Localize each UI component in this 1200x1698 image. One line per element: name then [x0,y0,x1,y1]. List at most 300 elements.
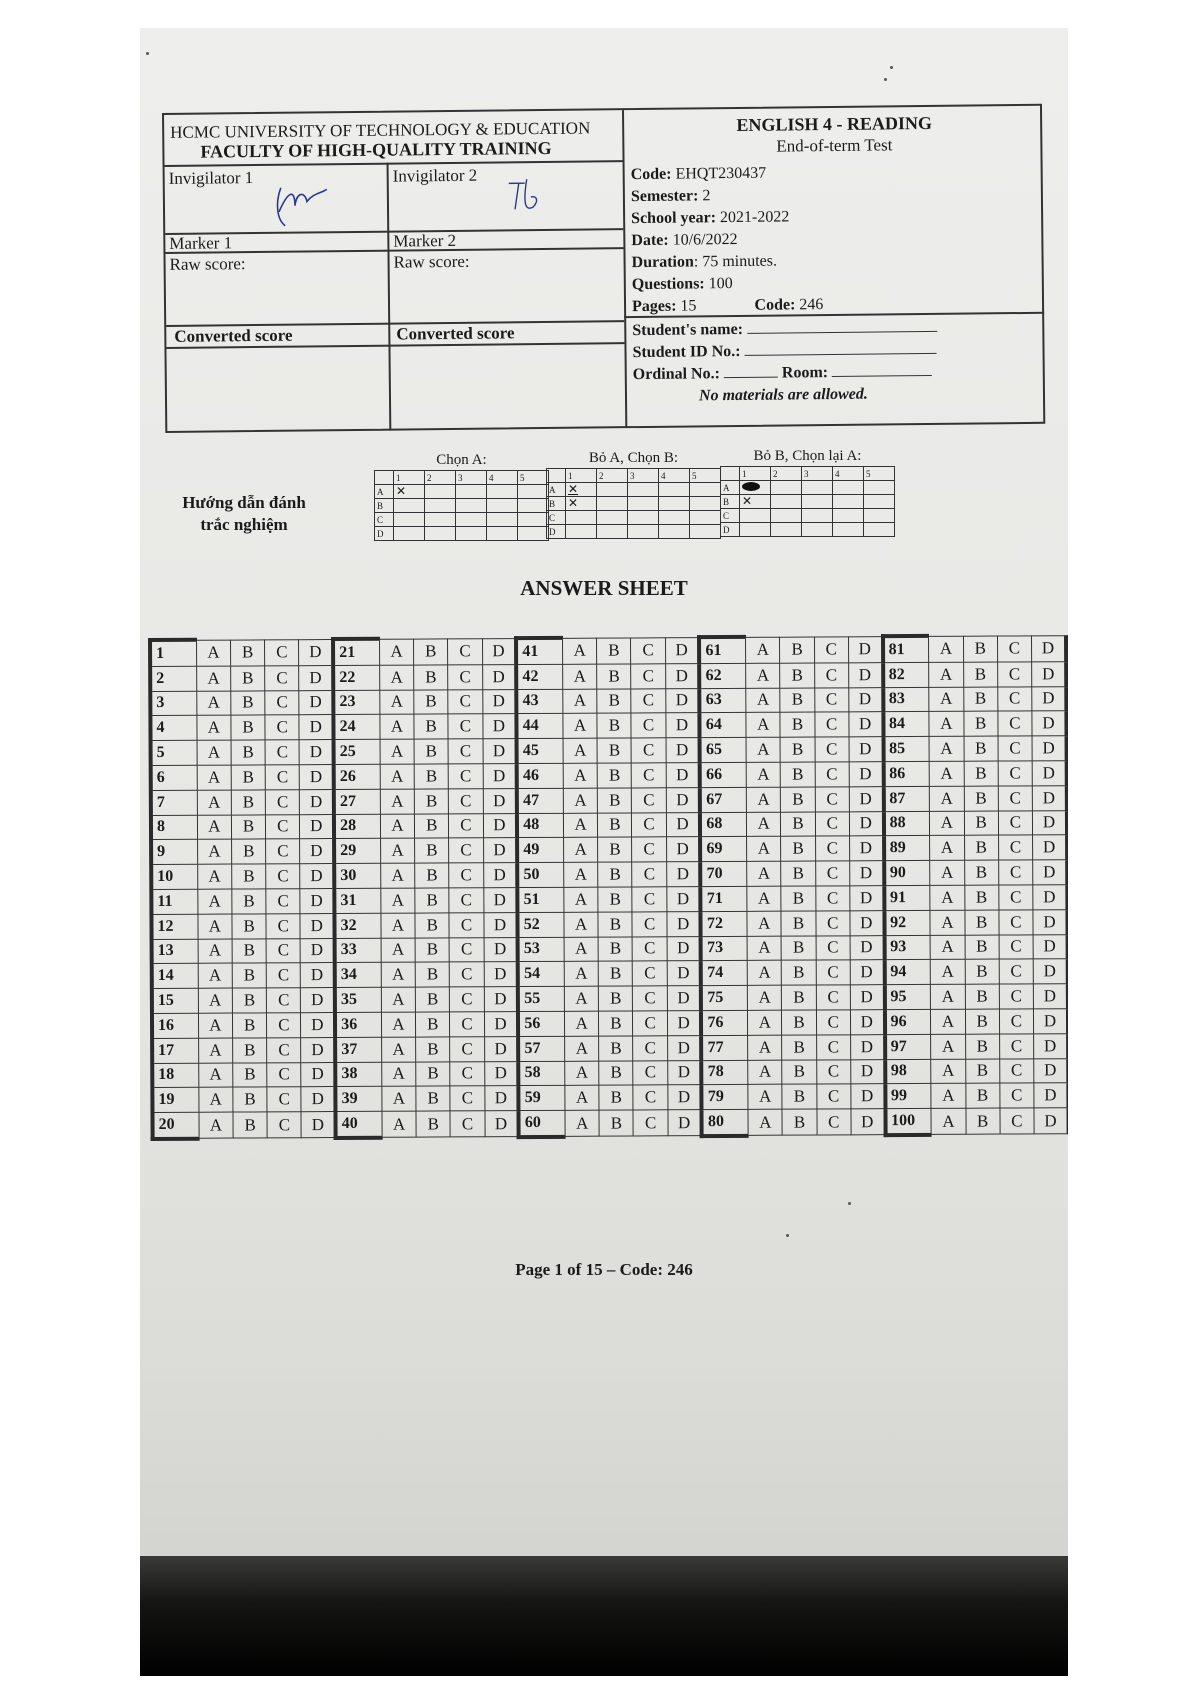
answer-option-d[interactable]: D [850,910,884,935]
answer-option-a[interactable]: A [198,1063,232,1088]
answer-option-b[interactable]: B [232,1013,266,1038]
answer-option-d[interactable]: D [666,763,700,788]
answer-option-a[interactable]: A [198,889,232,914]
answer-option-d[interactable]: D [849,836,883,861]
answer-option-d[interactable]: D [300,888,334,913]
answer-option-a[interactable]: A [930,885,964,910]
answer-option-b[interactable]: B [230,639,264,665]
answer-option-c[interactable]: C [815,712,849,737]
answer-option-c[interactable]: C [999,1034,1033,1059]
answer-option-a[interactable]: A [563,664,597,689]
answer-option-c[interactable]: C [814,636,848,662]
answer-option-b[interactable]: B [781,936,815,961]
answer-option-c[interactable]: C [998,810,1032,835]
answer-option-b[interactable]: B [964,885,998,910]
answer-option-d[interactable]: D [1031,635,1066,661]
answer-option-a[interactable]: A [748,1010,782,1035]
answer-option-b[interactable]: B [231,690,265,715]
answer-option-b[interactable]: B [416,1012,450,1037]
answer-option-c[interactable]: C [266,913,300,938]
answer-option-a[interactable]: A [380,690,414,715]
answer-option-c[interactable]: C [450,1061,484,1086]
answer-option-a[interactable]: A [198,914,232,939]
answer-option-d[interactable]: D [483,739,517,764]
answer-option-a[interactable]: A [197,715,231,740]
answer-option-c[interactable]: C [998,860,1032,885]
answer-option-c[interactable]: C [817,1109,851,1135]
answer-option-c[interactable]: C [999,984,1033,1009]
answer-option-b[interactable]: B [415,863,449,888]
answer-option-a[interactable]: A [931,1084,965,1109]
answer-option-c[interactable]: C [448,665,482,690]
answer-option-c[interactable]: C [267,1037,301,1062]
answer-option-b[interactable]: B [414,638,448,664]
answer-option-d[interactable]: D [665,637,699,663]
answer-option-b[interactable]: B [415,814,449,839]
answer-option-d[interactable]: D [1033,934,1068,959]
answer-option-a[interactable]: A [380,714,414,739]
answer-option-b[interactable]: B [965,935,999,960]
answer-option-d[interactable]: D [667,1060,701,1085]
answer-option-b[interactable]: B [964,835,998,860]
answer-option-d[interactable]: D [850,861,884,886]
answer-option-c[interactable]: C [999,934,1033,959]
answer-option-d[interactable]: D [299,690,333,715]
answer-option-a[interactable]: A [381,962,415,987]
answer-option-a[interactable]: A [748,1035,782,1060]
answer-option-d[interactable]: D [483,838,517,863]
answer-option-c[interactable]: C [633,1036,667,1061]
answer-option-c[interactable]: C [815,762,849,787]
answer-option-b[interactable]: B [964,910,998,935]
answer-option-d[interactable]: D [482,664,516,689]
answer-option-c[interactable]: C [265,789,299,814]
answer-option-b[interactable]: B [597,689,631,714]
answer-option-d[interactable]: D [1034,1108,1068,1134]
answer-option-c[interactable]: C [265,765,299,790]
answer-option-b[interactable]: B [414,789,448,814]
answer-option-c[interactable]: C [999,959,1033,984]
answer-option-b[interactable]: B [782,985,816,1010]
answer-option-d[interactable]: D [849,762,883,787]
answer-option-b[interactable]: B [782,1060,816,1085]
answer-option-a[interactable]: A [565,1036,599,1061]
answer-option-c[interactable]: C [816,935,850,960]
answer-option-a[interactable]: A [381,913,415,938]
answer-option-d[interactable]: D [300,765,334,790]
answer-option-a[interactable]: A [197,839,231,864]
answer-option-c[interactable]: C [1000,1108,1034,1134]
answer-option-a[interactable]: A [564,887,598,912]
answer-option-b[interactable]: B [599,986,633,1011]
answer-option-a[interactable]: A [930,836,964,861]
answer-option-c[interactable]: C [266,839,300,864]
answer-option-d[interactable]: D [850,960,884,985]
answer-option-d[interactable]: D [667,986,701,1011]
answer-option-b[interactable]: B [599,1110,633,1136]
answer-option-c[interactable]: C [450,1111,484,1137]
answer-option-c[interactable]: C [265,715,299,740]
answer-option-a[interactable]: A [563,813,597,838]
answer-option-a[interactable]: A [564,862,598,887]
answer-option-b[interactable]: B [597,738,631,763]
answer-option-c[interactable]: C [266,889,300,914]
answer-option-c[interactable]: C [449,937,483,962]
answer-option-c[interactable]: C [816,985,850,1010]
answer-option-b[interactable]: B [598,961,632,986]
answer-option-c[interactable]: C [449,764,483,789]
answer-option-b[interactable]: B [782,1010,816,1035]
answer-option-c[interactable]: C [998,736,1032,761]
answer-option-b[interactable]: B [416,1111,450,1137]
answer-option-c[interactable]: C [815,787,849,812]
answer-option-c[interactable]: C [997,662,1031,687]
answer-option-d[interactable]: D [667,911,701,936]
answer-option-a[interactable]: A [197,765,231,790]
answer-option-d[interactable]: D [848,662,882,687]
answer-option-c[interactable]: C [633,1011,667,1036]
answer-option-b[interactable]: B [599,1036,633,1061]
answer-option-a[interactable]: A [746,787,780,812]
answer-option-c[interactable]: C [450,1012,484,1037]
answer-option-d[interactable]: D [484,937,518,962]
answer-option-a[interactable]: A [931,1034,965,1059]
answer-option-c[interactable]: C [816,1010,850,1035]
answer-option-d[interactable]: D [850,1010,884,1035]
answer-option-d[interactable]: D [850,935,884,960]
answer-option-c[interactable]: C [998,761,1032,786]
answer-option-c[interactable]: C [449,913,483,938]
answer-option-c[interactable]: C [448,689,482,714]
answer-option-d[interactable]: D [666,787,700,812]
answer-option-d[interactable]: D [849,811,883,836]
answer-option-c[interactable]: C [633,1060,667,1085]
answer-option-a[interactable]: A [747,861,781,886]
answer-option-d[interactable]: D [1032,761,1067,786]
answer-option-c[interactable]: C [631,713,665,738]
answer-option-d[interactable]: D [299,639,333,665]
answer-option-c[interactable]: C [267,1062,301,1087]
answer-option-d[interactable]: D [299,665,333,690]
answer-option-a[interactable]: A [197,864,231,889]
answer-option-a[interactable]: A [382,1111,416,1137]
answer-option-d[interactable]: D [1033,885,1068,910]
answer-option-b[interactable]: B [414,690,448,715]
answer-option-b[interactable]: B [233,1062,267,1087]
answer-option-c[interactable]: C [814,687,848,712]
answer-option-d[interactable]: D [300,814,334,839]
answer-option-a[interactable]: A [564,962,598,987]
answer-option-b[interactable]: B [415,937,449,962]
answer-option-d[interactable]: D [1034,1083,1068,1108]
answer-option-c[interactable]: C [632,887,666,912]
answer-option-b[interactable]: B [781,836,815,861]
answer-option-d[interactable]: D [849,712,883,737]
answer-option-a[interactable]: A [747,936,781,961]
answer-option-c[interactable]: C [999,885,1033,910]
answer-option-d[interactable]: D [851,1109,885,1135]
answer-option-c[interactable]: C [632,812,666,837]
answer-option-d[interactable]: D [667,936,701,961]
answer-option-d[interactable]: D [301,1062,335,1087]
answer-option-a[interactable]: A [198,1013,232,1038]
answer-option-b[interactable]: B [780,663,814,688]
answer-option-b[interactable]: B [964,736,998,761]
answer-option-d[interactable]: D [483,813,517,838]
answer-option-c[interactable]: C [448,714,482,739]
answer-option-b[interactable]: B [232,963,266,988]
answer-option-a[interactable]: A [931,1108,965,1134]
answer-option-c[interactable]: C [997,635,1031,661]
answer-option-a[interactable]: A [198,963,232,988]
answer-option-b[interactable]: B [780,712,814,737]
answer-option-a[interactable]: A [565,1011,599,1036]
answer-option-a[interactable]: A [380,789,414,814]
answer-option-b[interactable]: B [598,937,632,962]
answer-option-b[interactable]: B [780,637,814,663]
answer-option-d[interactable]: D [300,864,334,889]
answer-option-b[interactable]: B [597,664,631,689]
answer-option-a[interactable]: A [563,738,597,763]
answer-option-c[interactable]: C [632,912,666,937]
answer-option-b[interactable]: B [599,1011,633,1036]
answer-option-d[interactable]: D [668,1085,702,1110]
answer-option-b[interactable]: B [963,711,997,736]
answer-option-b[interactable]: B [415,962,449,987]
answer-option-a[interactable]: A [565,1061,599,1086]
answer-option-d[interactable]: D [300,913,334,938]
answer-option-b[interactable]: B [415,888,449,913]
answer-option-d[interactable]: D [1033,984,1068,1009]
answer-option-b[interactable]: B [231,814,265,839]
answer-option-c[interactable]: C [633,936,667,961]
answer-option-c[interactable]: C [999,1058,1033,1083]
answer-option-a[interactable]: A [381,863,415,888]
answer-option-a[interactable]: A [929,761,963,786]
answer-option-d[interactable]: D [1033,959,1068,984]
answer-option-c[interactable]: C [998,835,1032,860]
answer-option-b[interactable]: B [781,787,815,812]
answer-option-a[interactable]: A [930,935,964,960]
answer-option-b[interactable]: B [414,665,448,690]
answer-option-a[interactable]: A [929,736,963,761]
answer-option-b[interactable]: B [231,666,265,691]
answer-option-d[interactable]: D [482,714,516,739]
answer-option-a[interactable]: A [930,860,964,885]
answer-option-c[interactable]: C [815,861,849,886]
answer-option-c[interactable]: C [816,1035,850,1060]
answer-option-d[interactable]: D [1033,860,1068,885]
answer-option-b[interactable]: B [963,662,997,687]
answer-option-c[interactable]: C [265,690,299,715]
answer-option-c[interactable]: C [265,666,299,691]
answer-option-c[interactable]: C [449,813,483,838]
answer-option-a[interactable]: A [382,1062,416,1087]
answer-option-a[interactable]: A [931,984,965,1009]
answer-option-a[interactable]: A [380,814,414,839]
answer-option-d[interactable]: D [483,863,517,888]
answer-option-a[interactable]: A [196,666,230,691]
answer-option-a[interactable]: A [929,712,963,737]
answer-option-b[interactable]: B [598,912,632,937]
answer-option-a[interactable]: A [379,639,413,665]
answer-option-d[interactable]: D [1032,736,1067,761]
answer-option-b[interactable]: B [966,1108,1000,1134]
answer-option-b[interactable]: B [782,1035,816,1060]
answer-option-d[interactable]: D [300,839,334,864]
answer-option-c[interactable]: C [815,811,849,836]
answer-option-c[interactable]: C [267,1087,301,1112]
answer-option-a[interactable]: A [930,811,964,836]
answer-option-d[interactable]: D [665,688,699,713]
answer-option-c[interactable]: C [266,864,300,889]
answer-option-b[interactable]: B [415,913,449,938]
answer-option-c[interactable]: C [266,938,300,963]
answer-option-b[interactable]: B [415,987,449,1012]
answer-option-a[interactable]: A [199,1087,233,1112]
answer-option-a[interactable]: A [563,689,597,714]
answer-option-a[interactable]: A [564,838,598,863]
answer-option-b[interactable]: B [232,914,266,939]
answer-option-a[interactable]: A [563,788,597,813]
answer-option-c[interactable]: C [998,686,1032,711]
answer-option-a[interactable]: A [380,838,414,863]
answer-option-b[interactable]: B [232,938,266,963]
answer-option-a[interactable]: A [563,763,597,788]
answer-option-c[interactable]: C [450,987,484,1012]
answer-option-d[interactable]: D [1033,909,1068,934]
answer-option-d[interactable]: D [484,1061,518,1086]
answer-option-b[interactable]: B [965,984,999,1009]
answer-option-b[interactable]: B [964,811,998,836]
answer-option-b[interactable]: B [416,1037,450,1062]
answer-option-b[interactable]: B [231,790,265,815]
answer-option-c[interactable]: C [450,962,484,987]
answer-option-b[interactable]: B [963,687,997,712]
answer-option-d[interactable]: D [301,1037,335,1062]
answer-option-b[interactable]: B [782,1109,816,1135]
answer-option-d[interactable]: D [666,837,700,862]
answer-option-a[interactable]: A [931,1009,965,1034]
answer-option-a[interactable]: A [198,1038,232,1063]
answer-option-d[interactable]: D [483,888,517,913]
answer-option-c[interactable]: C [449,789,483,814]
answer-option-c[interactable]: C [448,638,482,664]
answer-option-c[interactable]: C [449,838,483,863]
answer-option-b[interactable]: B [781,886,815,911]
answer-option-b[interactable]: B [965,1059,999,1084]
answer-option-a[interactable]: A [931,960,965,985]
answer-option-a[interactable]: A [931,1059,965,1084]
answer-option-a[interactable]: A [746,713,780,738]
answer-option-b[interactable]: B [233,1087,267,1112]
answer-option-d[interactable]: D [666,713,700,738]
answer-option-b[interactable]: B [781,762,815,787]
answer-option-b[interactable]: B [414,764,448,789]
answer-option-b[interactable]: B [782,960,816,985]
answer-option-b[interactable]: B [232,988,266,1013]
answer-option-c[interactable]: C [631,664,665,689]
answer-option-a[interactable]: A [196,640,230,666]
answer-option-a[interactable]: A [929,687,963,712]
answer-option-d[interactable]: D [666,862,700,887]
answer-option-a[interactable]: A [929,662,963,687]
answer-option-d[interactable]: D [1034,1033,1068,1058]
student-name-field[interactable] [747,317,937,334]
answer-option-c[interactable]: C [1000,1083,1034,1108]
answer-option-a[interactable]: A [564,937,598,962]
answer-option-b[interactable]: B [232,889,266,914]
answer-option-c[interactable]: C [265,740,299,765]
answer-option-a[interactable]: A [380,665,414,690]
answer-option-a[interactable]: A [564,986,598,1011]
answer-option-a[interactable]: A [198,988,232,1013]
answer-option-d[interactable]: D [665,663,699,688]
answer-option-b[interactable]: B [231,765,265,790]
answer-option-a[interactable]: A [565,1110,599,1136]
answer-option-c[interactable]: C [631,637,665,663]
answer-option-c[interactable]: C [815,737,849,762]
answer-option-d[interactable]: D [484,1012,518,1037]
answer-option-a[interactable]: A [747,886,781,911]
answer-option-d[interactable]: D [1033,835,1068,860]
answer-option-c[interactable]: C [631,688,665,713]
answer-option-c[interactable]: C [816,960,850,985]
answer-option-d[interactable]: D [849,687,883,712]
answer-option-c[interactable]: C [633,986,667,1011]
answer-option-b[interactable]: B [964,761,998,786]
answer-option-c[interactable]: C [267,1013,301,1038]
answer-option-c[interactable]: C [449,863,483,888]
answer-option-a[interactable]: A [197,740,231,765]
answer-option-d[interactable]: D [301,1087,335,1112]
answer-option-d[interactable]: D [482,689,516,714]
answer-option-d[interactable]: D [668,1110,702,1136]
answer-option-c[interactable]: C [633,1085,667,1110]
answer-option-c[interactable]: C [816,1059,850,1084]
answer-option-c[interactable]: C [632,788,666,813]
answer-option-a[interactable]: A [747,812,781,837]
answer-option-d[interactable]: D [848,636,882,662]
answer-option-b[interactable]: B [965,1034,999,1059]
answer-option-c[interactable]: C [998,711,1032,736]
answer-option-c[interactable]: C [632,738,666,763]
answer-option-d[interactable]: D [485,1111,519,1137]
answer-option-b[interactable]: B [597,713,631,738]
answer-option-b[interactable]: B [414,739,448,764]
answer-option-a[interactable]: A [197,790,231,815]
answer-option-a[interactable]: A [381,1012,415,1037]
answer-option-a[interactable]: A [381,987,415,1012]
answer-option-d[interactable]: D [851,1084,885,1109]
answer-option-c[interactable]: C [999,1009,1033,1034]
answer-option-a[interactable]: A [381,888,415,913]
answer-option-b[interactable]: B [599,1061,633,1086]
answer-option-d[interactable]: D [1032,711,1067,736]
answer-option-a[interactable]: A [746,637,780,663]
answer-option-a[interactable]: A [197,815,231,840]
answer-option-a[interactable]: A [746,762,780,787]
answer-option-a[interactable]: A [564,912,598,937]
answer-option-a[interactable]: A [746,688,780,713]
answer-option-b[interactable]: B [597,763,631,788]
answer-option-a[interactable]: A [746,737,780,762]
answer-option-c[interactable]: C [999,910,1033,935]
answer-option-b[interactable]: B [415,838,449,863]
answer-option-a[interactable]: A [747,961,781,986]
answer-option-a[interactable]: A [381,938,415,963]
answer-option-b[interactable]: B [231,740,265,765]
